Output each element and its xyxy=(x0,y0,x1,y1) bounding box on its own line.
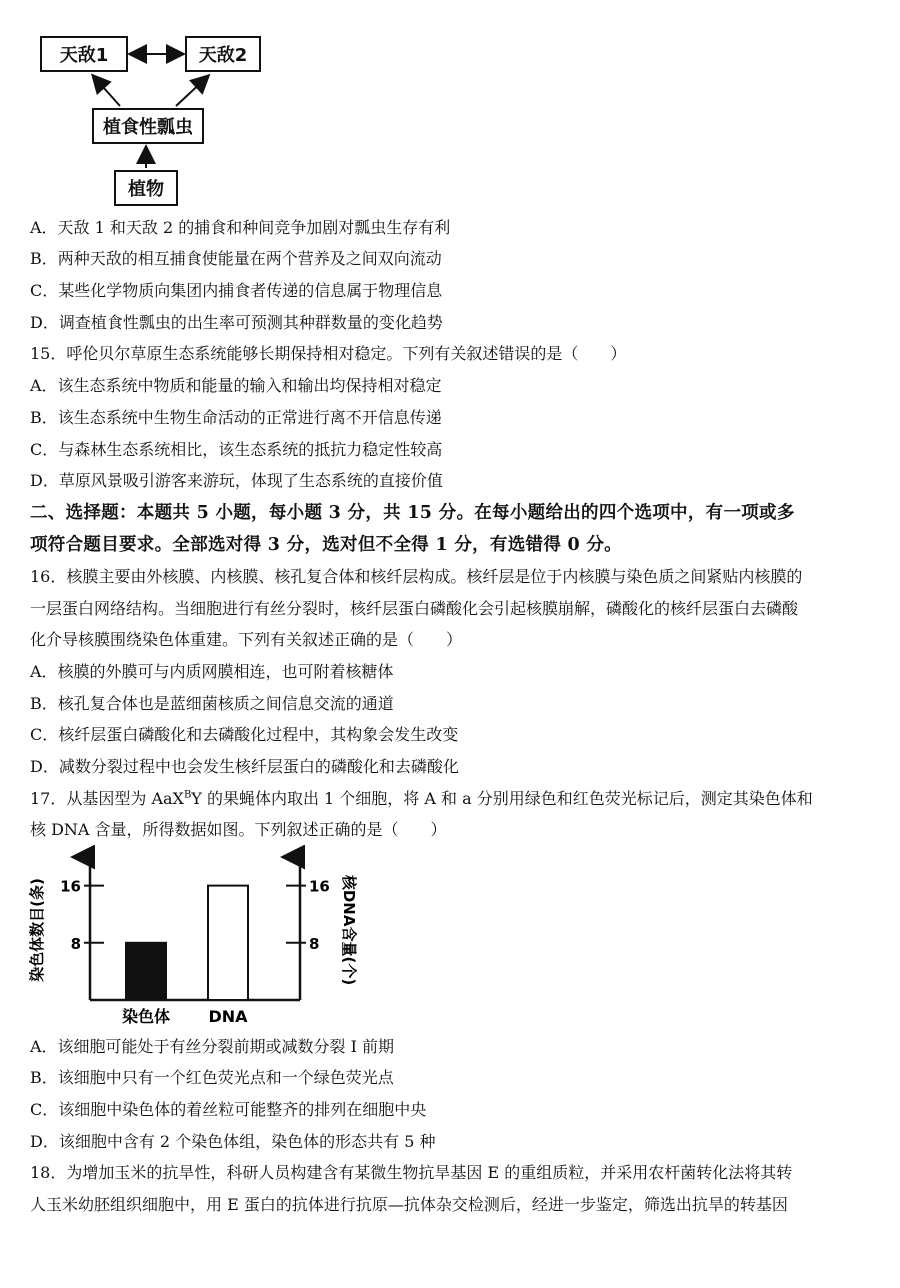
q16-option-b: B．核孔复合体也是蓝细菌核质之间信息交流的通道 xyxy=(30,694,394,713)
q15-option-a: A．该生态系统中物质和能量的输入和输出均保持相对稳定 xyxy=(30,376,442,395)
left-tick-label-8: 8 xyxy=(70,934,81,953)
q14-option-c: C．某些化学物质向集团内捕食者传递的信息属于物理信息 xyxy=(30,281,443,300)
q15-option-c: C．与森林生态系统相比，该生态系统的抵抗力稳定性较高 xyxy=(30,440,443,459)
arrow-pest-enemy2 xyxy=(176,78,206,106)
enemy2-box: 天敌2 xyxy=(185,36,261,72)
q16-stem-line1: 16．核膜主要由外核膜、内核膜、核孔复合体和核纤层构成。核纤层是位于内核膜与染色质之间紧贴内核膜的 xyxy=(30,567,803,586)
q18-stem-line1: 18．为增加玉米的抗旱性，科研人员构建含有某微生物抗旱基因 E 的重组质粒，并采用农杆菌转化法将其转 xyxy=(30,1163,793,1182)
q17-stem-line2: 核 DNA 含量，所得数据如图。下列叙述正确的是（ ） xyxy=(30,820,447,839)
category-label-1: DNA xyxy=(208,1007,248,1026)
q14-option-d: D．调查植食性瓢虫的出生率可预测其种群数量的变化趋势 xyxy=(30,313,443,332)
enemy1-box: 天敌1 xyxy=(40,36,128,72)
plant-box: 植物 xyxy=(114,170,178,206)
right-tick-label-8: 8 xyxy=(309,934,320,953)
q14-option-b: B．两种天敌的相互捕食使能量在两个营养及之间双向流动 xyxy=(30,249,442,268)
section2-heading-line1: 二、选择题：本题共 5 小题，每小题 3 分，共 15 分。在每小题给出的四个选项中，有一项或多 xyxy=(30,503,795,523)
q17-option-c: C．该细胞中染色体的着丝粒可能整齐的排列在细胞中央 xyxy=(30,1100,427,1119)
q17-stem-pre: 17．从基因型为 AaX xyxy=(30,789,184,808)
q16-option-c: C．核纤层蛋白磷酸化和去磷酸化过程中，其构象会发生改变 xyxy=(30,725,459,744)
q15-option-b: B．该生态系统中生物生命活动的正常进行离不开信息传递 xyxy=(30,408,442,427)
left-ylabel: 染色体数目(条) xyxy=(28,878,46,982)
section2-heading-line2: 项符合题目要求。全部选对得 3 分，选对但不全得 1 分，有选错得 0 分。 xyxy=(30,535,622,555)
left-tick-label-16: 16 xyxy=(60,877,81,896)
q17-option-b: B．该细胞中只有一个红色荧光点和一个绿色荧光点 xyxy=(30,1068,394,1087)
q15-option-d: D．草原风景吸引游客来游玩，体现了生态系统的直接价值 xyxy=(30,471,443,490)
bar-0 xyxy=(126,943,166,1000)
q17-stem-sup: B xyxy=(183,789,192,801)
q16-option-a: A．核膜的外膜可与内质网膜相连，也可附着核糖体 xyxy=(30,662,394,681)
right-tick-label-16: 16 xyxy=(309,877,330,896)
q14-option-a: A．天敌 1 和天敌 2 的捕食和种间竞争加剧对瓢虫生存有利 xyxy=(30,218,451,237)
q15-stem: 15．呼伦贝尔草原生态系统能够长期保持相对稳定。下列有关叙述错误的是（ ） xyxy=(30,344,627,363)
q16-option-d: D．减数分裂过程中也会发生核纤层蛋白的磷酸化和去磷酸化 xyxy=(30,757,459,776)
right-ylabel: 核DNA含量(个) xyxy=(340,874,358,986)
arrow-pest-enemy1 xyxy=(95,78,120,106)
q17-stem-line1 xyxy=(30,789,813,809)
q17-option-d: D．该细胞中含有 2 个染色体组，染色体的形态共有 5 种 xyxy=(30,1132,436,1151)
q17-stem-post: Y 的果蝇体内取出 1 个细胞，将 A 和 a 分别用绿色和红色荧光标记后，测定其染色体和 xyxy=(191,789,813,808)
q16-stem-line2: 一层蛋白网络结构。当细胞进行有丝分裂时，核纤层蛋白磷酸化会引起核膜崩解，磷酸化的核纤层蛋白去磷酸 xyxy=(30,599,799,618)
q17-option-a: A．该细胞可能处于有丝分裂前期或减数分裂 I 前期 xyxy=(30,1037,395,1056)
q16-stem-line3: 化介导核膜围绕染色体重建。下列有关叙述正确的是（ ） xyxy=(30,630,463,649)
pest-box: 植食性瓢虫 xyxy=(92,108,204,144)
q18-stem-line2: 人玉米幼胚组织细胞中，用 E 蛋白的抗体进行抗原—抗体杂交检测后，经进一步鉴定，筛选出抗旱的转基因 xyxy=(30,1195,788,1214)
food-web-arrows xyxy=(0,0,300,220)
category-label-0: 染色体 xyxy=(121,1007,171,1026)
q17-bar-chart xyxy=(28,845,398,1030)
bar-1 xyxy=(208,886,248,1000)
